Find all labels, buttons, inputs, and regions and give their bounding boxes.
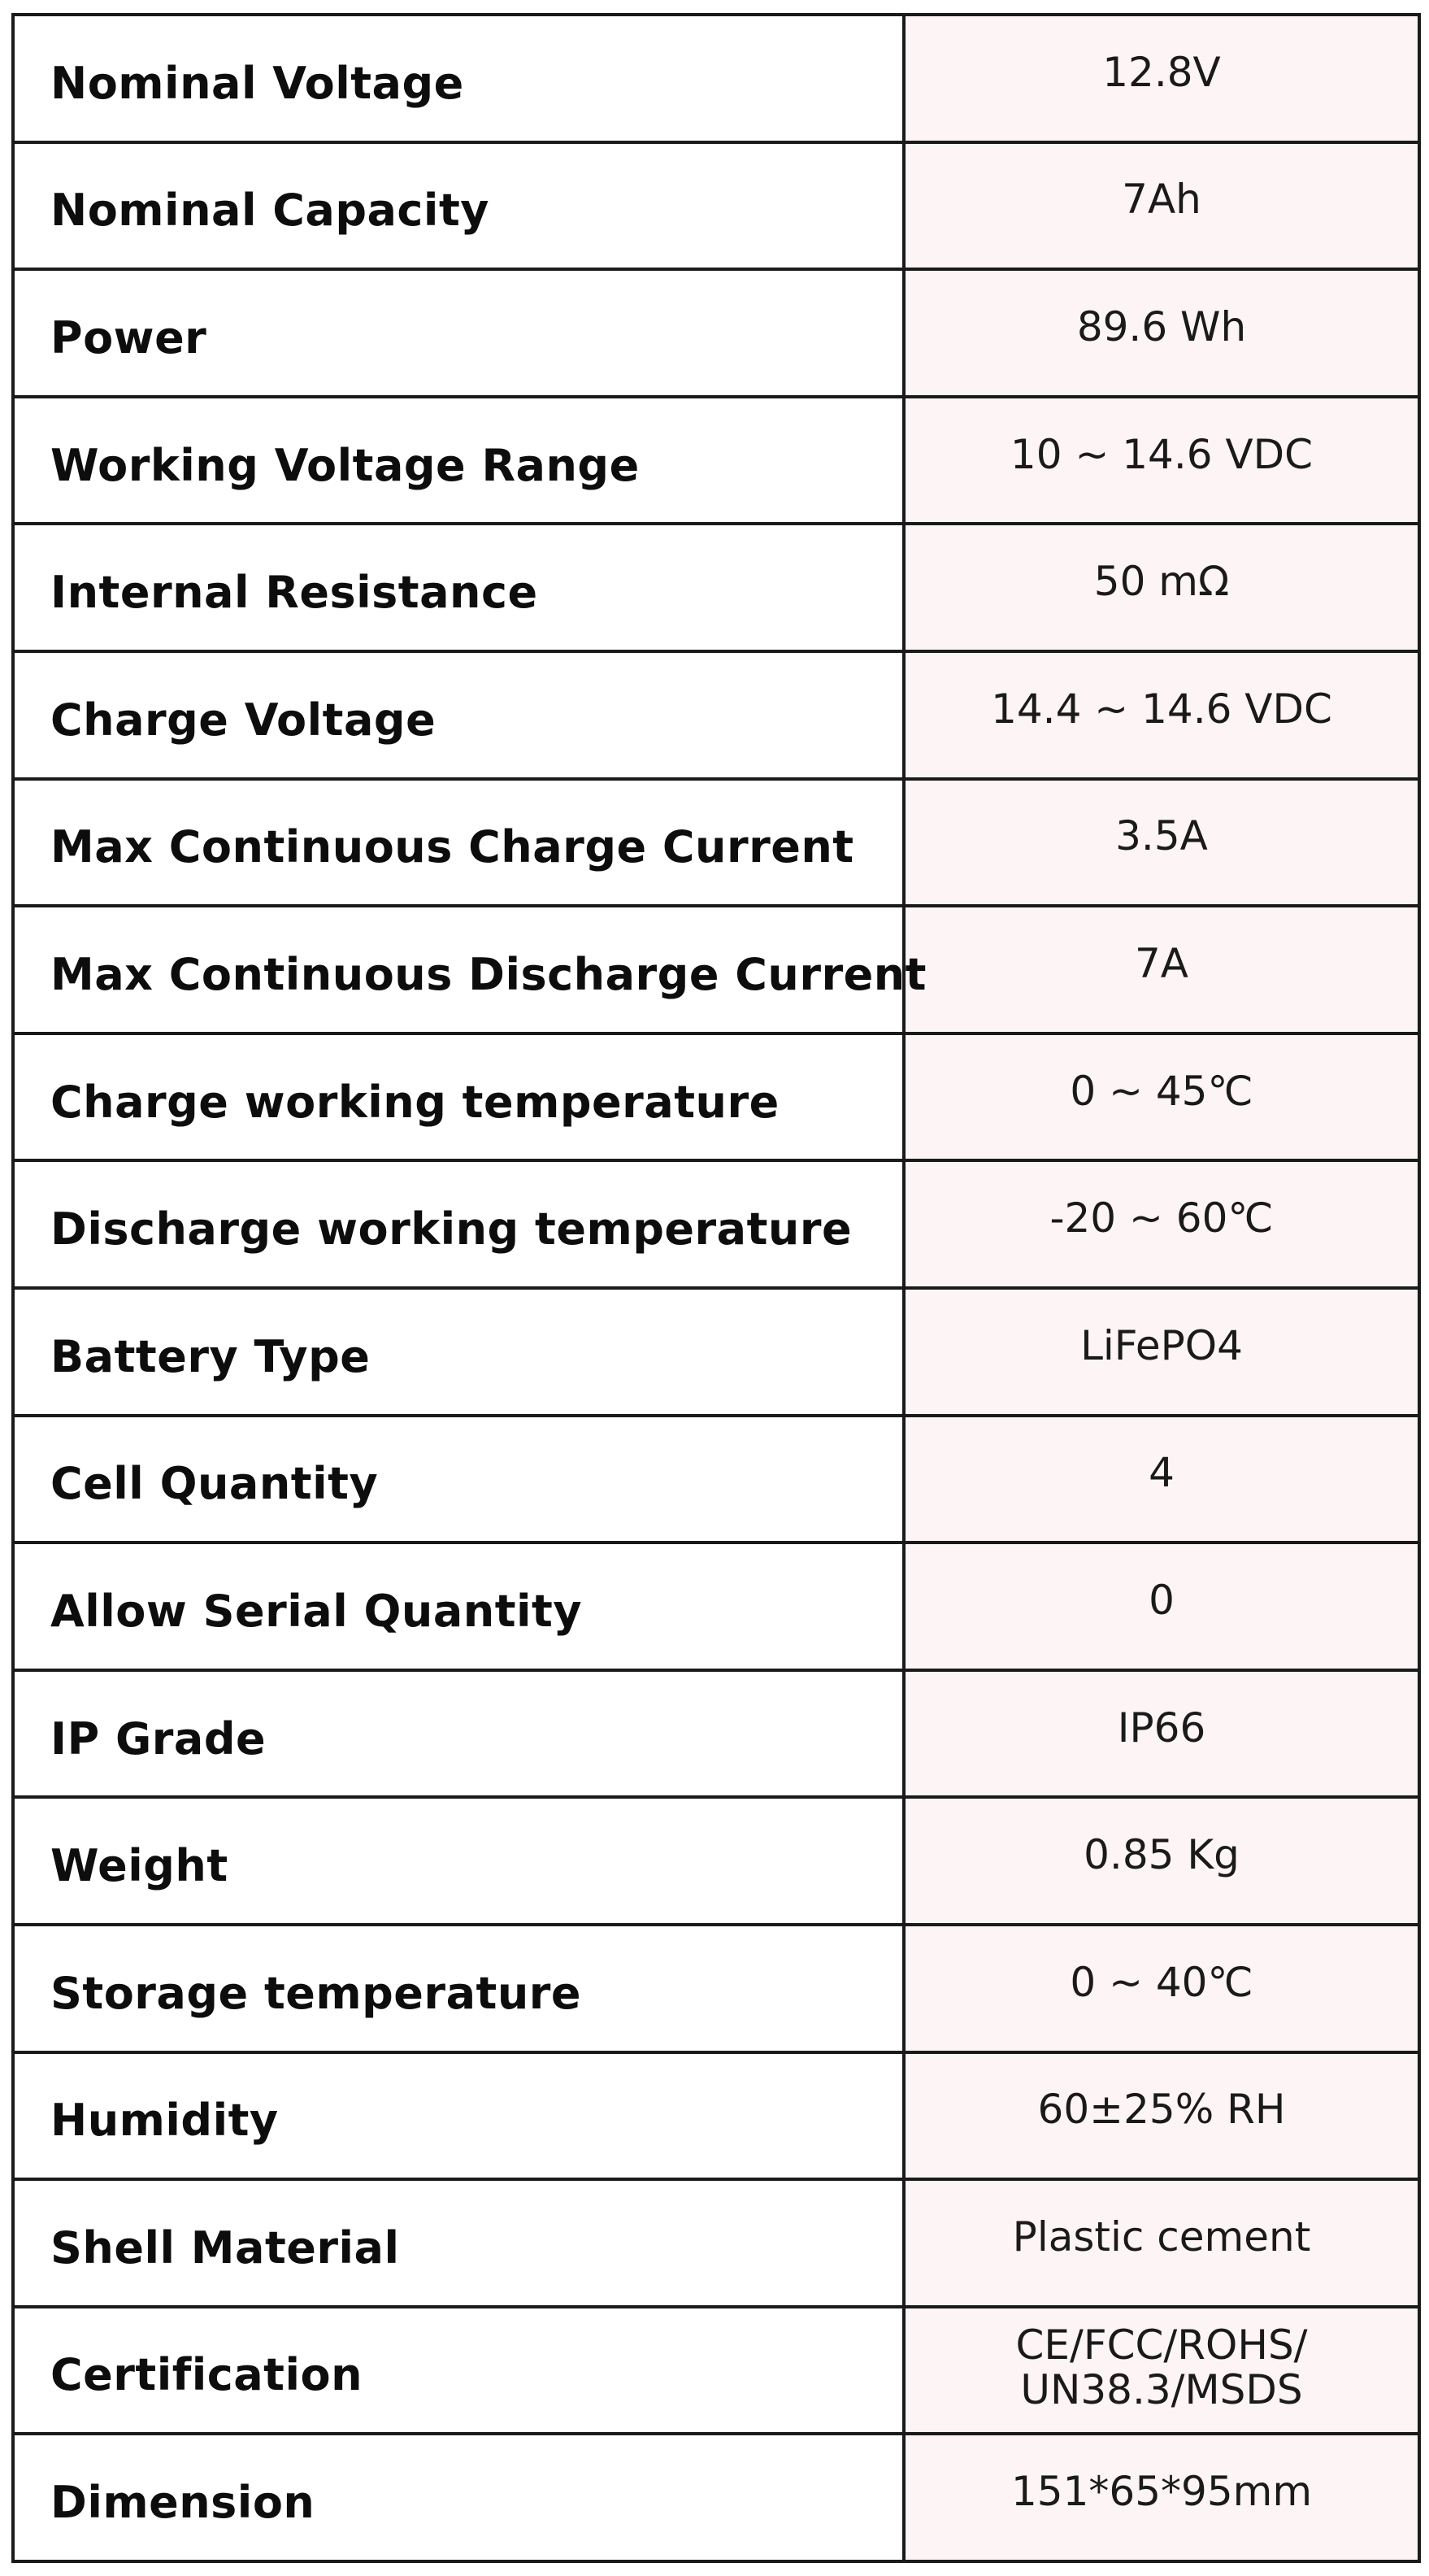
- spec-value: 7Ah: [904, 142, 1419, 270]
- spec-label: Storage temperature: [13, 1925, 904, 2052]
- spec-label: Nominal Voltage: [13, 15, 904, 142]
- spec-value: 89.6 Wh: [904, 269, 1419, 397]
- spec-value: 151*65*95mm: [904, 2434, 1419, 2561]
- spec-value: 14.4 ~ 14.6 VDC: [904, 651, 1419, 779]
- spec-value: 0.85 Kg: [904, 1797, 1419, 1925]
- spec-label: Discharge working temperature: [13, 1160, 904, 1288]
- spec-value: 0 ~ 45℃: [904, 1033, 1419, 1161]
- spec-table: [11, 13, 1421, 2563]
- spec-value: 12.8V: [904, 15, 1419, 142]
- spec-label: Working Voltage Range: [13, 397, 904, 524]
- table-row: [13, 1670, 1419, 1798]
- table-row: [13, 142, 1419, 270]
- spec-value: 3.5A: [904, 779, 1419, 907]
- table-row: [13, 2052, 1419, 2180]
- table-row: [13, 779, 1419, 907]
- table-row: [13, 15, 1419, 142]
- table-row: [13, 1416, 1419, 1543]
- spec-value: LiFePO4: [904, 1288, 1419, 1416]
- spec-value: 60±25% RH: [904, 2052, 1419, 2180]
- spec-value-line: CE/FCC/ROHS/: [1015, 2321, 1308, 2369]
- table-row: [13, 1288, 1419, 1416]
- table-row: [13, 1925, 1419, 2052]
- table-row: [13, 2307, 1419, 2435]
- spec-value: 50 mΩ: [904, 524, 1419, 651]
- spec-label: Max Continuous Discharge Current: [13, 906, 904, 1033]
- spec-label: Shell Material: [13, 2179, 904, 2307]
- spec-label: Internal Resistance: [13, 524, 904, 651]
- spec-value: 10 ~ 14.6 VDC: [904, 397, 1419, 524]
- table-row: [13, 269, 1419, 397]
- spec-value: 0: [904, 1543, 1419, 1670]
- table-row: [13, 651, 1419, 779]
- table-row: [13, 2179, 1419, 2307]
- spec-label: Power: [13, 269, 904, 397]
- spec-label: Cell Quantity: [13, 1416, 904, 1543]
- table-row: [13, 1797, 1419, 1925]
- spec-value-line: UN38.3/MSDS: [1020, 2365, 1303, 2413]
- spec-label: Allow Serial Quantity: [13, 1543, 904, 1670]
- spec-label: Charge Voltage: [13, 651, 904, 779]
- table-row: [13, 1160, 1419, 1288]
- spec-label: IP Grade: [13, 1670, 904, 1798]
- spec-value: 0 ~ 40℃: [904, 1925, 1419, 2052]
- table-row: [13, 397, 1419, 524]
- spec-label: Humidity: [13, 2052, 904, 2180]
- table-row: [13, 524, 1419, 651]
- table-row: [13, 906, 1419, 1033]
- table-row: [13, 1033, 1419, 1161]
- spec-value: -20 ~ 60℃: [904, 1160, 1419, 1288]
- spec-value: 7A: [904, 906, 1419, 1033]
- spec-label: Weight: [13, 1797, 904, 1925]
- spec-label: Max Continuous Charge Current: [13, 779, 904, 907]
- spec-label: Certification: [13, 2307, 904, 2435]
- spec-label: Battery Type: [13, 1288, 904, 1416]
- spec-label: Charge working temperature: [13, 1033, 904, 1161]
- spec-value: IP66: [904, 1670, 1419, 1798]
- spec-label: Nominal Capacity: [13, 142, 904, 270]
- spec-label: Dimension: [13, 2434, 904, 2561]
- spec-table-body: [13, 15, 1419, 2561]
- spec-value: Plastic cement: [904, 2179, 1419, 2307]
- table-row: [13, 1543, 1419, 1670]
- table-row: [13, 2434, 1419, 2561]
- spec-value: 4: [904, 1416, 1419, 1543]
- spec-value: [904, 2307, 1419, 2435]
